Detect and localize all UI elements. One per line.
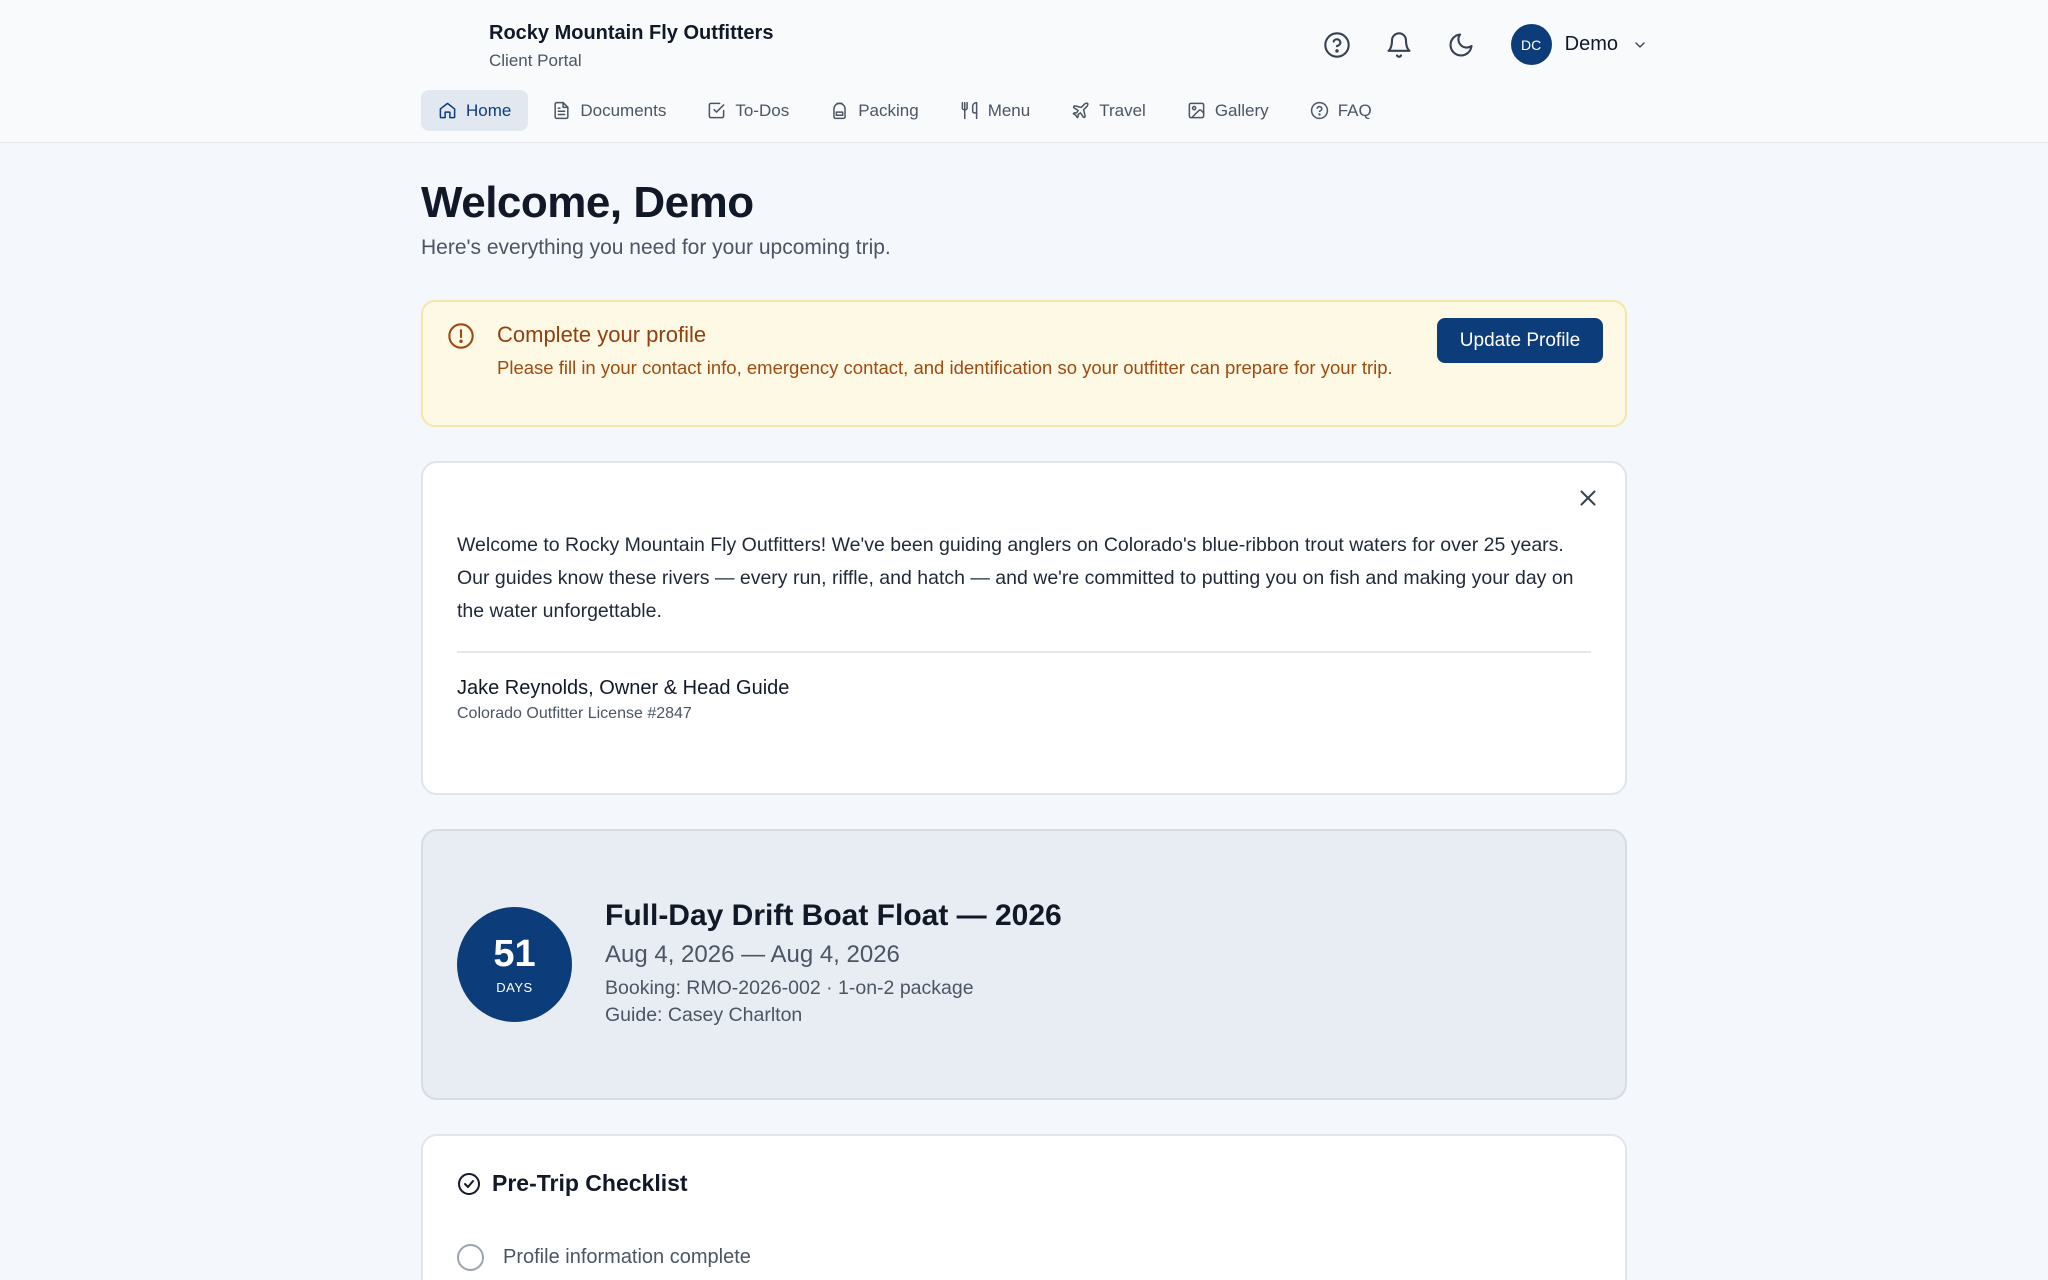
checklist-header [457, 1170, 688, 1197]
checkbox-circle[interactable] [457, 1244, 484, 1271]
close-icon[interactable] [1575, 485, 1601, 511]
tab-packing[interactable] [813, 90, 935, 131]
backpack-icon [830, 101, 849, 120]
trip-booking: Booking: RMO-2026-002 · 1-on-2 package [605, 977, 974, 999]
user-name: Demo [1564, 33, 1618, 55]
trip-dates: Aug 4, 2026 — Aug 4, 2026 [605, 941, 900, 968]
brand-name: Rocky Mountain Fly Outfitters [489, 22, 774, 44]
check-circle-icon [457, 1172, 481, 1196]
profile-alert [421, 300, 1627, 427]
trip-info [605, 899, 1062, 1027]
tab-menu[interactable] [943, 90, 1048, 131]
page-title: Welcome, Demo [421, 178, 754, 227]
chevron-down-icon [1632, 37, 1648, 53]
tab-label: Travel [1099, 100, 1146, 120]
tab-travel[interactable] [1054, 90, 1163, 131]
user-menu[interactable] [1511, 24, 1648, 65]
brand-logo [421, 26, 463, 68]
trip-card[interactable] [421, 829, 1627, 1100]
tab-label: To-Dos [735, 100, 790, 120]
update-profile-button[interactable]: Update Profile [1437, 318, 1603, 363]
days-label: DAYS [496, 980, 533, 995]
tab-documents[interactable] [535, 90, 683, 131]
tab-todos[interactable] [690, 90, 806, 131]
document-icon [552, 101, 571, 120]
welcome-message-card [421, 461, 1627, 795]
bell-icon[interactable] [1379, 25, 1419, 65]
signature-name: Jake Reynolds, Owner & Head Guide [457, 677, 790, 699]
checklist-title: Pre-Trip Checklist [492, 1170, 688, 1196]
alert-text: Please fill in your contact info, emergency contact, and identification so your outfitter can prepare for your trip. [497, 357, 1393, 378]
avatar: DC [1511, 24, 1552, 65]
moon-icon[interactable] [1441, 25, 1481, 65]
utensils-icon [960, 101, 979, 120]
tab-home[interactable] [421, 90, 528, 131]
brand[interactable] [421, 22, 773, 71]
tab-gallery[interactable] [1170, 90, 1286, 131]
days-count: 51 [493, 933, 536, 975]
tab-label: FAQ [1337, 100, 1372, 120]
help-circle-icon [1310, 101, 1329, 120]
tab-label: Packing [858, 100, 919, 120]
signature-license: Colorado Outfitter License #2847 [457, 705, 692, 722]
tab-label: Menu [987, 100, 1031, 120]
divider [457, 651, 1591, 653]
plane-icon [1071, 101, 1090, 120]
header-actions [1295, 24, 1648, 65]
trip-guide: Guide: Casey Charlton [605, 1004, 803, 1026]
checklist-item[interactable] [457, 1244, 751, 1271]
tab-label: Gallery [1214, 100, 1269, 120]
top-header [0, 0, 2048, 143]
countdown-badge [457, 907, 572, 1022]
trip-title: Full-Day Drift Boat Float — 2026 [605, 899, 1062, 932]
tab-label: Documents [580, 100, 667, 120]
main-nav [421, 90, 1396, 131]
alert-circle-icon [447, 322, 475, 350]
image-icon [1187, 101, 1206, 120]
checklist-item-label: Profile information complete [503, 1246, 751, 1268]
checkbox-icon [707, 101, 726, 120]
tab-faq[interactable] [1293, 90, 1389, 131]
welcome-message: Welcome to Rocky Mountain Fly Outfitters! We've been guiding anglers on Colorado's blue-ribbon trout waters for over 25 years. Our guides know these rivers — every run, riffle, and hatch — and we're committed to putting you on fish and making your day on the water unforgettable. [457, 534, 1574, 622]
tab-label: Home [466, 100, 512, 120]
pre-trip-checklist [421, 1134, 1627, 1280]
main-content [421, 143, 1627, 1280]
brand-subtitle: Client Portal [489, 51, 582, 70]
home-icon [438, 101, 457, 120]
page-subtitle: Here's everything you need for your upcoming trip. [421, 236, 891, 259]
alert-title: Complete your profile [497, 322, 707, 347]
help-circle-icon[interactable] [1317, 25, 1357, 65]
